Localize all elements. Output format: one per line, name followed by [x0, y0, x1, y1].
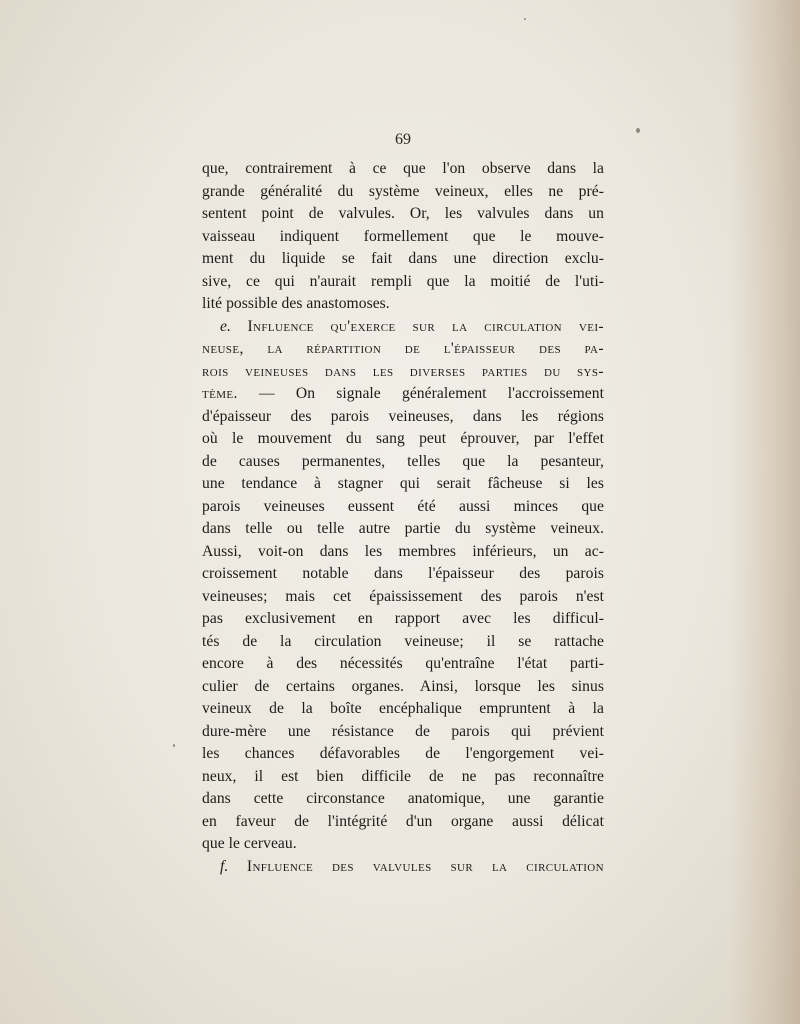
section-e: [202, 316, 604, 856]
text-line: dure-mère une résistance de parois qui prévient: [202, 722, 604, 740]
section-marker: f.: [220, 857, 229, 875]
text-line: de causes permanentes, telles que la pesanteur,: [202, 452, 604, 470]
text-line: pas exclusivement en rapport avec les difficul-: [202, 610, 604, 627]
text-line: encore à des nécessités qu'entraîne l'état parti-: [202, 655, 604, 672]
section-heading-text: tème.: [202, 385, 238, 402]
text-line: tés de la circulation veineuse; il se rattache: [202, 632, 604, 650]
section-heading-line: [202, 316, 604, 339]
page-number: 69: [395, 131, 411, 148]
text-line: en faveur de l'intégrité d'un organe aussi délicat: [202, 812, 604, 830]
text-line: parois veineuses eussent été aussi minces que: [202, 497, 604, 515]
paper-speck: [524, 18, 526, 20]
text-line: dans cette circonstance anatomique, une garantie: [202, 790, 604, 807]
page-text: [202, 128, 604, 878]
text-line: neux, il est bien difficile de ne pas reconnaître: [202, 767, 604, 785]
section-f: [202, 856, 604, 879]
section-heading-line: neuse, la répartition de l'épaisseur des pa-: [202, 340, 604, 357]
section-heading-text: Influence qu'exerce sur la circulation vei-: [247, 317, 605, 335]
text-line: veineux de la boîte encéphalique empruntent à la: [202, 700, 604, 717]
text-line: lité possible des anastomoses.: [202, 295, 390, 312]
section-heading-text: Influence des valvules sur la circulation: [246, 857, 604, 875]
text-line: sentent point de valvules. Or, les valvules dans un: [202, 205, 604, 222]
text-line: où le mouvement du sang peut éprouver, par l'effet: [202, 430, 604, 447]
text-line: les chances défavorables de l'engorgement vei-: [202, 745, 604, 762]
text-line: ment du liquide se fait dans une direction exclu-: [202, 250, 604, 267]
text-line: croissement notable dans l'épaisseur des parois: [202, 565, 604, 582]
paper-speck: [636, 128, 640, 133]
text-line: culier de certains organes. Ainsi, lorsque les sinus: [202, 677, 604, 695]
text-line: que, contrairement à ce que l'on observe dans la: [202, 160, 604, 177]
section-marker: e.: [220, 317, 231, 335]
body-text: — On signale généralement l'accroissement: [237, 385, 604, 402]
text-line: vaisseau indiquent formellement que le mouve-: [202, 227, 604, 245]
text-line: une tendance à stagner qui serait fâcheuse si les: [202, 475, 604, 492]
paragraph-continuation: [202, 158, 604, 316]
section-heading-line: rois veineuses dans les diverses parties du sys-: [202, 362, 604, 380]
text-line: que le cerveau.: [202, 835, 297, 852]
section-heading-line: [202, 383, 604, 406]
section-heading-line: [202, 856, 604, 879]
text-line: dans telle ou telle autre partie du système veineux.: [202, 520, 604, 537]
text-line: sive, ce qui n'aurait rempli que la moitié de l'uti-: [202, 272, 604, 290]
text-line: Aussi, voit-on dans les membres inférieurs, un ac-: [202, 542, 604, 560]
page-edge-shadow: [730, 0, 800, 1024]
text-line: d'épaisseur des parois veineuses, dans les régions: [202, 407, 604, 425]
text-line: veineuses; mais cet épaississement des parois n'est: [202, 587, 604, 605]
text-line: grande généralité du système veineux, elles ne pré-: [202, 182, 604, 200]
paper-speck: [173, 744, 175, 747]
